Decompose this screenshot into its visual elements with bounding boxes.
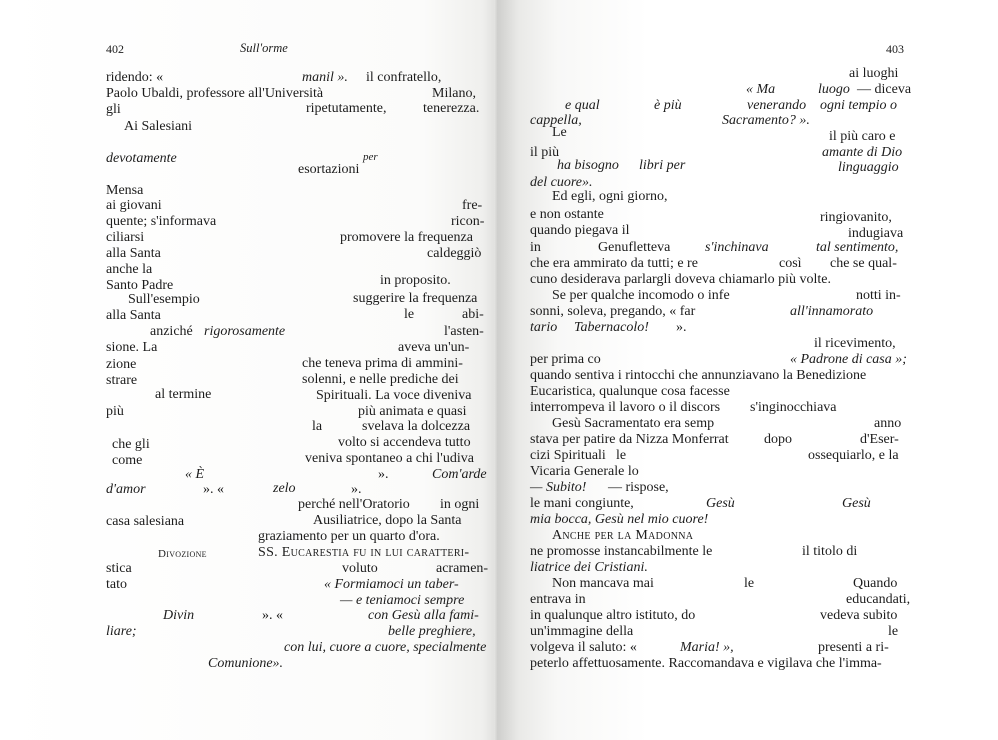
right-text-line: ringiovanito, xyxy=(820,210,892,225)
left-text-line: ripetutamente, xyxy=(306,101,387,116)
right-text-line: del cuore». xyxy=(530,175,593,190)
right-text-line: amante di Dio xyxy=(822,145,903,160)
right-text-line: cappella, xyxy=(530,113,582,128)
left-text-line: Com'arde xyxy=(432,467,487,482)
left-text-line: la xyxy=(312,419,323,434)
left-text-line: tato xyxy=(106,577,127,592)
right-text-line: — rispose, xyxy=(608,480,669,495)
left-text-line: ricon- xyxy=(451,214,485,229)
right-text-line: peterlo affettuosamente. Raccomandava e vigilava che l'imma- xyxy=(530,656,882,671)
right-text-line: il ricevimento, xyxy=(814,336,896,351)
left-text-line: SS. Eucarestia fu in lui caratteri- xyxy=(258,545,470,560)
right-text-line: ne promosse instancabilmente le xyxy=(530,544,713,559)
left-text-line: con lui, cuore a cuore, specialmente xyxy=(284,640,487,655)
right-text-line: Quando xyxy=(853,576,898,591)
left-text-line: caldeggiò xyxy=(427,246,482,261)
left-text-line: il confratello, xyxy=(366,70,442,85)
right-text-line: stava per patire da Nizza Monferrat xyxy=(530,432,729,447)
right-text-line: ai luoghi xyxy=(849,66,899,81)
left-text-line: tenerezza. xyxy=(423,101,480,116)
right-text-line: s'inginocchiava xyxy=(750,400,837,415)
left-text-line: alla Santa xyxy=(106,308,161,323)
right-text-line: Tabernacolo! xyxy=(574,320,649,335)
left-text-line: graziamento per un quarto d'ora. xyxy=(258,529,440,544)
right-text-line: quando sentiva i rintocchi che annunziavano la Benedizione xyxy=(530,368,867,383)
left-text-line: Divozione xyxy=(158,548,207,560)
right-text-line: Non mancava mai xyxy=(552,576,654,591)
right-text-line: Maria! », xyxy=(680,640,734,655)
left-text-line: liare; xyxy=(106,624,137,639)
left-text-line: aveva un'un- xyxy=(398,340,470,355)
left-text-line: ». « xyxy=(262,608,283,623)
right-text-line: Gesù xyxy=(706,496,735,511)
left-text-line: ». xyxy=(351,482,362,497)
left-text-line: più xyxy=(106,404,124,419)
running-head: Sull'orme xyxy=(240,41,288,55)
right-text-line: che se qual- xyxy=(830,256,897,271)
right-text-line: cuno desiderava parlargli doveva chiamarlo più volte. xyxy=(530,272,832,287)
right-text-line: per prima co xyxy=(530,352,601,367)
right-text-line: tario xyxy=(530,320,558,335)
right-text-line: « Padrone di casa »; xyxy=(790,352,907,367)
right-text-line: in xyxy=(530,240,541,255)
right-text-line: s'inchinava xyxy=(705,240,769,255)
left-text-line: per xyxy=(363,151,378,163)
right-page xyxy=(498,0,998,740)
left-text-line: stica xyxy=(106,561,132,576)
left-text-line: Milano, xyxy=(432,86,476,101)
left-text-line: suggerire la frequenza xyxy=(353,291,478,306)
left-text-line: d'amor xyxy=(106,482,146,497)
right-text-line: il più caro e xyxy=(829,129,896,144)
left-text-line: esortazioni xyxy=(298,162,360,177)
right-text-line: ossequiarlo, e la xyxy=(808,448,899,463)
left-text-line: anziché xyxy=(150,324,193,339)
right-text-line: anno xyxy=(874,416,902,431)
right-text-line: il più xyxy=(530,145,560,160)
right-text-line: in qualunque altro istituto, do xyxy=(530,608,696,623)
right-text-line: Vicaria Generale lo xyxy=(530,464,639,479)
left-text-line: anche la xyxy=(106,262,153,277)
right-text-line: d'Eser- xyxy=(860,432,899,447)
right-text-line: così xyxy=(779,256,802,271)
right-text-line: — Subito! xyxy=(530,480,587,495)
left-text-line: come xyxy=(112,453,143,468)
left-text-line: Sull'esempio xyxy=(128,292,200,307)
right-text-line: che era ammirato da tutti; e re xyxy=(530,256,698,271)
right-text-line: notti in- xyxy=(856,288,901,303)
right-text-line: le xyxy=(888,624,899,639)
right-text-line: cizi Spirituali xyxy=(530,448,606,463)
left-text-line: al termine xyxy=(155,387,212,402)
left-text-line: « È xyxy=(185,467,205,482)
right-text-line: Le xyxy=(552,125,567,140)
right-text-line: all'innamorato xyxy=(790,304,874,319)
right-text-line: Gesù Sacramentato era semp xyxy=(552,416,715,431)
left-text-line: acramen- xyxy=(436,561,489,576)
left-text-line: ridendo: « xyxy=(106,70,164,85)
left-text-line: l'asten- xyxy=(444,324,484,339)
right-text-line: le mani congiunte, xyxy=(530,496,634,511)
left-text-line: che teneva prima di ammini- xyxy=(302,356,463,371)
left-text-line: fre- xyxy=(462,198,483,213)
right-text-line: educandati, xyxy=(846,592,911,607)
left-text-line: ai giovani xyxy=(106,198,162,213)
left-text-line: che gli xyxy=(112,437,150,452)
left-text-line: casa salesiana xyxy=(106,514,185,529)
left-text-line: le xyxy=(404,307,415,322)
page-number-left: 402 xyxy=(106,42,124,56)
left-text-line: voluto xyxy=(342,561,378,576)
left-text-line: Divin xyxy=(163,608,195,623)
right-text-line: è più xyxy=(654,98,682,113)
right-text-line: volgeva il saluto: « xyxy=(530,640,637,655)
left-text-line: in proposito. xyxy=(380,273,451,288)
left-text-line: Ausiliatrice, dopo la Santa xyxy=(313,513,462,528)
left-text-line: strare xyxy=(106,373,138,388)
left-text-line: solenni, e nelle prediche dei xyxy=(302,372,459,387)
right-text-line: Gesù xyxy=(842,496,871,511)
left-text-line: svelava la dolcezza xyxy=(362,419,471,434)
right-text-line: — diceva xyxy=(857,82,912,97)
right-text-line: e qual xyxy=(565,98,600,113)
right-text-line: mia bocca, Gesù nel mio cuore! xyxy=(530,512,709,527)
left-text-line: con Gesù alla fami- xyxy=(368,608,479,623)
right-text-line: liatrice dei Cristiani. xyxy=(530,560,648,575)
left-text-line: Mensa xyxy=(106,183,144,198)
left-text-line: ». xyxy=(378,467,389,482)
left-text-line: manil ». xyxy=(302,70,348,85)
right-text-line: entrava in xyxy=(530,592,586,607)
right-text-line: un'immagine della xyxy=(530,624,634,639)
left-text-line: belle preghiere, xyxy=(388,624,476,639)
right-text-line: Anche per la Madonna xyxy=(552,528,694,543)
right-text-line: tal sentimento, xyxy=(816,240,899,255)
right-text-line: vedeva subito xyxy=(820,608,898,623)
left-text-line: Paolo Ubaldi, professore all'Università xyxy=(106,86,324,101)
right-text-line: libri per xyxy=(639,158,686,173)
left-text-line: ». « xyxy=(203,482,224,497)
left-text-line: zione xyxy=(106,357,137,372)
right-text-line: luogo xyxy=(818,82,850,97)
left-text-line: promovere la frequenza xyxy=(340,230,473,245)
left-text-line: quente; s'informava xyxy=(106,214,217,229)
right-text-line: sonni, soleva, pregando, « far xyxy=(530,304,696,319)
right-text-line: e non ostante xyxy=(530,207,604,222)
left-text-line: veniva spontaneo a chi l'udiva xyxy=(305,451,474,466)
left-text-line: devotamente xyxy=(106,151,177,166)
left-text-line: « Formiamoci un taber- xyxy=(324,577,459,592)
left-text-line: sione. La xyxy=(106,340,158,355)
page-number-right: 403 xyxy=(886,42,904,56)
left-text-line: in ogni xyxy=(440,497,480,512)
right-text-line: interrompeva il lavoro o il discors xyxy=(530,400,721,415)
left-text-line: Santo Padre xyxy=(106,278,174,293)
right-text-line: ha bisogno xyxy=(557,158,619,173)
left-text-line: alla Santa xyxy=(106,246,161,261)
right-text-line: venerando xyxy=(747,98,807,113)
left-text-line: — e teniamoci sempre xyxy=(340,593,465,608)
left-text-line: ciliarsi xyxy=(106,230,145,245)
right-text-line: ». xyxy=(676,320,687,335)
left-text-line: Comunione». xyxy=(208,656,284,671)
right-text-line: Genufletteva xyxy=(598,240,671,255)
right-text-line: le xyxy=(616,448,627,463)
right-text-line: Eucaristica, qualunque cosa facesse xyxy=(530,384,730,399)
right-text-line: Ed egli, ogni giorno, xyxy=(552,189,668,204)
right-text-line: Sacramento? ». xyxy=(722,113,810,128)
left-text-line: Spirituali. La voce diveniva xyxy=(316,388,472,403)
right-text-line: presenti a ri- xyxy=(818,640,889,655)
right-text-line: dopo xyxy=(764,432,792,447)
left-text-line: Ai Salesiani xyxy=(124,119,193,134)
left-text-line: gli xyxy=(106,102,121,117)
right-text-line: le xyxy=(744,576,755,591)
left-text-line: rigorosamente xyxy=(204,324,286,339)
right-text-line: Se per qualche incomodo o infe xyxy=(552,288,730,303)
right-text-line: quando piegava il xyxy=(530,223,630,238)
left-page xyxy=(0,0,498,740)
left-text-line: perché nell'Oratorio xyxy=(298,497,410,512)
left-text-line: volto si accendeva tutto xyxy=(338,435,471,450)
right-text-line: indugiava xyxy=(848,226,904,241)
right-text-line: linguaggio xyxy=(838,160,899,175)
left-text-line: più animata e quasi xyxy=(358,404,467,419)
right-text-line: il titolo di xyxy=(802,544,858,559)
right-text-line: ogni tempio o xyxy=(820,98,897,113)
left-text-line: zelo xyxy=(273,481,296,496)
right-text-line: « Ma xyxy=(746,82,776,97)
left-text-line: abi- xyxy=(462,307,484,322)
